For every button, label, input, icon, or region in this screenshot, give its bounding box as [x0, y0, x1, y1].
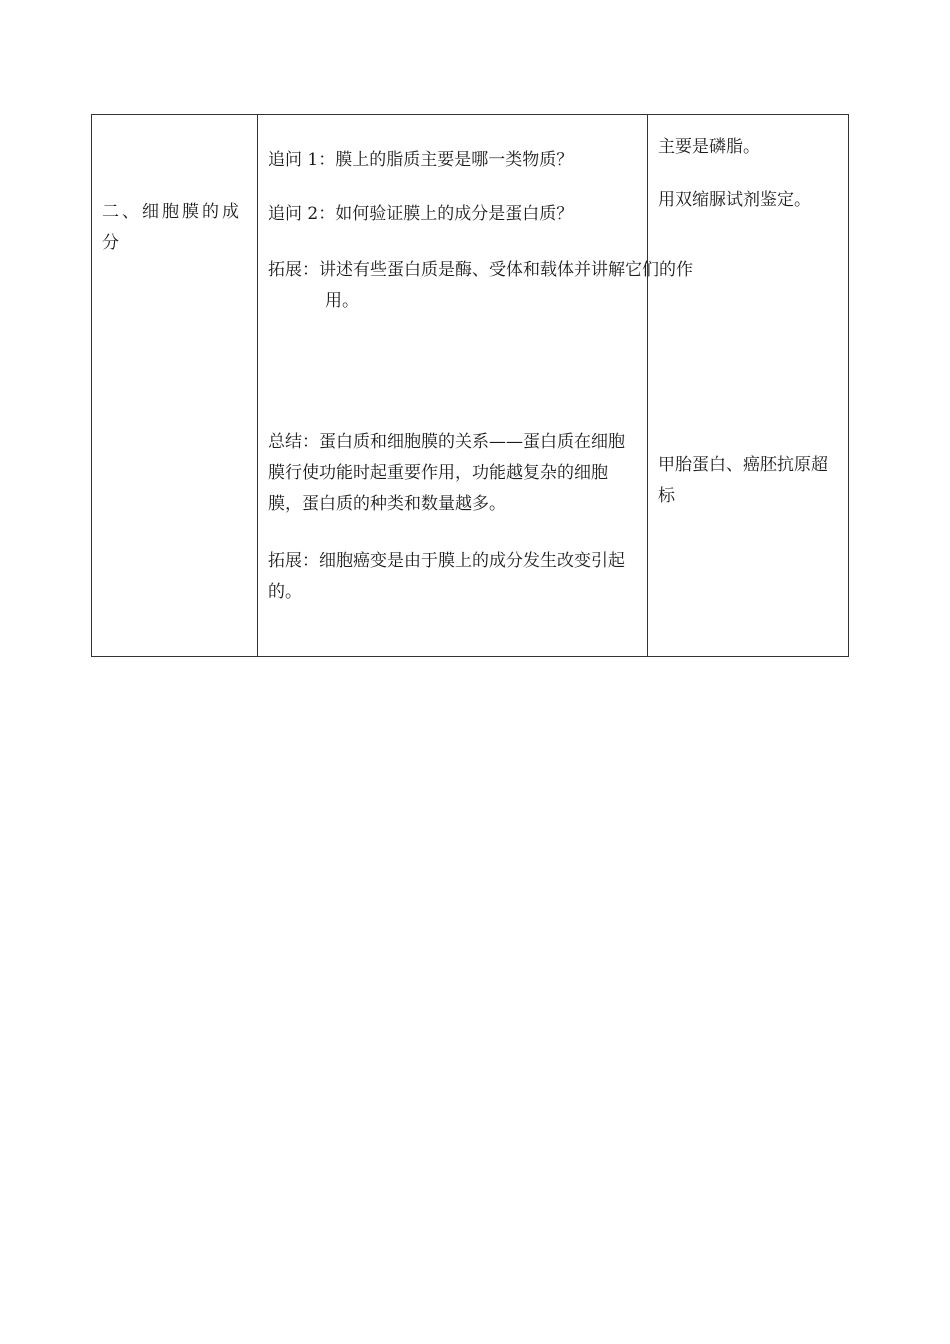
follow-up-question-1: 追问 1：膜上的脂质主要是哪一类物质？: [268, 150, 574, 170]
summary-note: 总结：蛋白质和细胞膜的关系——蛋白质在细胞膜行使功能时起重要作用，功能越复杂的细胞膜，蛋白质的种类和数量越多。: [268, 432, 625, 514]
lesson-table: [91, 114, 849, 657]
answer-1: 主要是磷脂。: [658, 137, 760, 157]
answer-3: 甲胎蛋白、癌胚抗原超标: [658, 455, 828, 506]
answer-2: 用双缩脲试剂鉴定。: [658, 190, 811, 210]
section-title: 二、细胞膜的成分: [102, 202, 242, 253]
extension-note-1: 拓展：讲述有些蛋白质是酶、受体和载体并讲解它们的作用。: [268, 260, 693, 311]
section-column: [92, 115, 258, 656]
student-answer-column: [648, 115, 848, 656]
follow-up-question-2: 追问 2：如何验证膜上的成分是蛋白质？: [268, 204, 574, 224]
extension-note-2: 拓展：细胞癌变是由于膜上的成分发生改变引起的。: [268, 551, 625, 602]
teacher-activity-column: [258, 115, 693, 656]
